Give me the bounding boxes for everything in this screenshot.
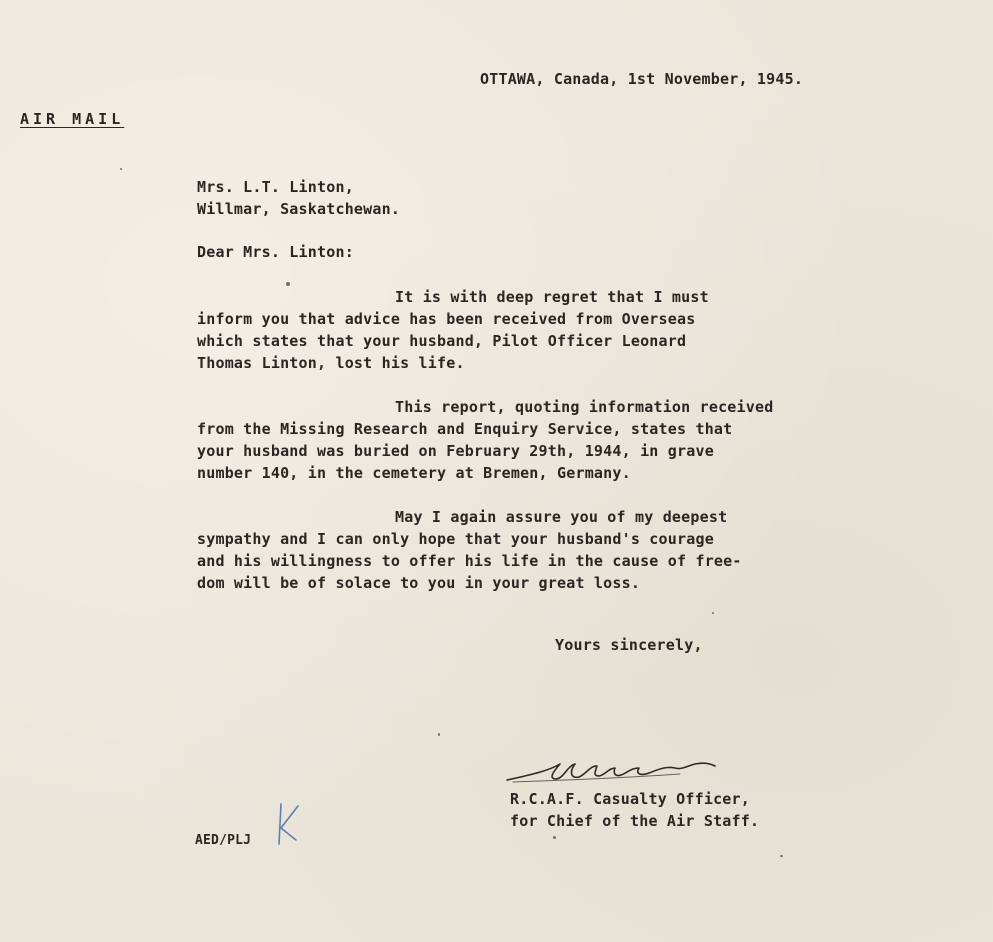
paragraph-line: and his willingness to offer his life in the cause of free- xyxy=(197,552,742,570)
paragraph-line: which states that your husband, Pilot Officer Leonard xyxy=(197,332,687,350)
recipient-location: Willmar, Saskatchewan. xyxy=(197,200,401,218)
paragraph-line: Thomas Linton, lost his life. xyxy=(197,354,465,372)
paragraph-line: sympathy and I can only hope that your husband's courage xyxy=(197,530,714,548)
paragraph-line: This report, quoting information received xyxy=(395,398,774,416)
paragraph-1 xyxy=(197,286,847,374)
signatory-organization: for Chief of the Air Staff. xyxy=(510,812,760,830)
paragraph-line: It is with deep regret that I must xyxy=(395,288,709,306)
handwritten-signature xyxy=(505,752,725,792)
paragraph-3 xyxy=(197,506,847,594)
paragraph-line: inform you that advice has been received from Overseas xyxy=(197,310,696,328)
paragraph-2 xyxy=(197,396,847,484)
paper-speck xyxy=(120,168,122,170)
paper-speck xyxy=(438,733,440,736)
handwritten-check-mark xyxy=(276,800,302,848)
paper-speck xyxy=(286,282,290,286)
paragraph-line: number 140, in the cemetery at Bremen, Germany. xyxy=(197,464,631,482)
closing: Yours sincerely, xyxy=(555,636,703,654)
signatory-title: R.C.A.F. Casualty Officer, xyxy=(510,790,750,808)
paper-speck xyxy=(780,855,783,857)
reference-initials: AED/PLJ xyxy=(195,833,252,848)
air-mail-mark: AIR MAIL xyxy=(20,110,125,128)
paper-speck xyxy=(553,836,556,839)
recipient-name: Mrs. L.T. Linton, xyxy=(197,178,354,196)
paragraph-line: from the Missing Research and Enquiry Service, states that xyxy=(197,420,733,438)
paper-speck xyxy=(712,612,714,614)
letter-date: OTTAWA, Canada, 1st November, 1945. xyxy=(480,70,804,88)
paragraph-line: dom will be of solace to you in your great loss. xyxy=(197,574,641,592)
salutation: Dear Mrs. Linton: xyxy=(197,243,354,261)
paragraph-line: May I again assure you of my deepest xyxy=(395,508,728,526)
paragraph-line: your husband was buried on February 29th, 1944, in grave xyxy=(197,442,714,460)
